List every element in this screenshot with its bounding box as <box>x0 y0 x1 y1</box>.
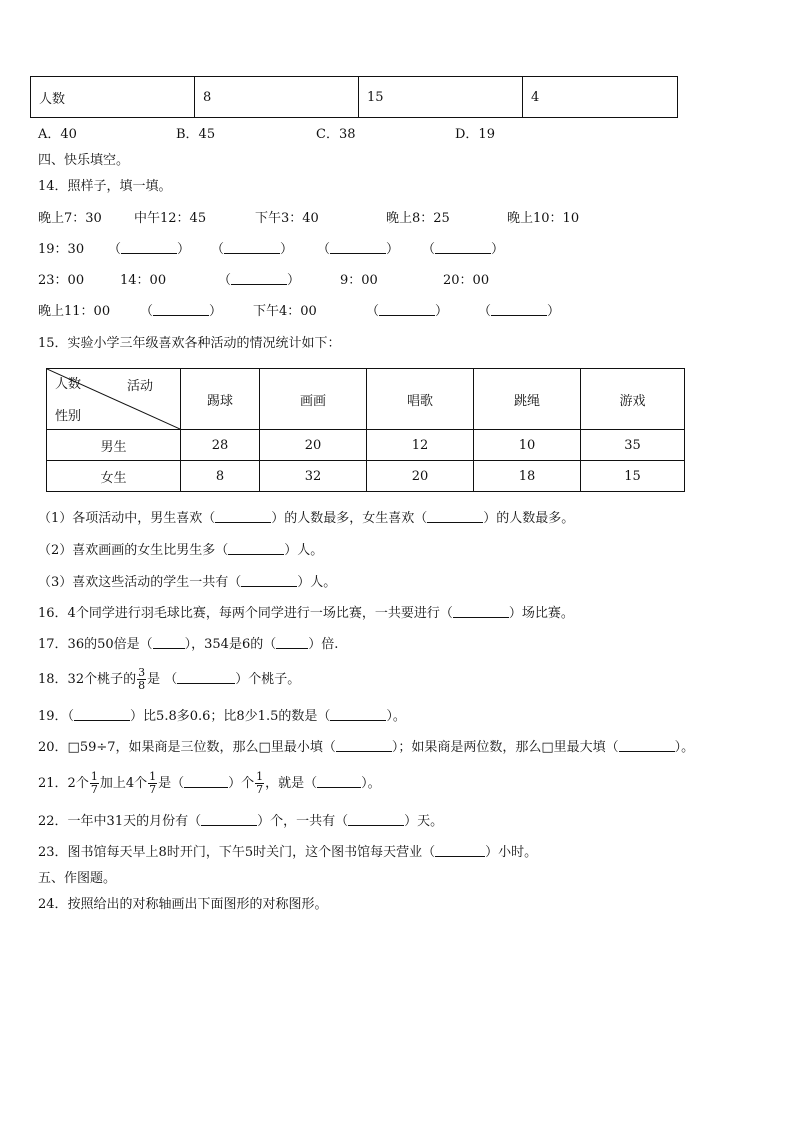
fraction: $\frac{1}{7}$ <box>256 770 264 796</box>
table-cell: 28 <box>181 430 260 461</box>
time-value: 下午4：00 <box>253 304 317 319</box>
row-label: 男生 <box>47 430 181 461</box>
answer-blank[interactable] <box>153 636 185 649</box>
time-example: 下午3：40 <box>255 211 319 226</box>
answer-blank[interactable] <box>348 813 404 826</box>
answer-blank[interactable] <box>619 739 675 752</box>
fraction: $\frac{1}{7}$ <box>149 770 157 796</box>
table-cell: 32 <box>260 461 367 492</box>
answer-blank[interactable] <box>177 671 235 684</box>
diagonal-header-cell <box>47 369 181 430</box>
time-example: 晚上8：25 <box>386 211 450 226</box>
section-title: 四、快乐填空。 <box>38 153 130 168</box>
answer-blank[interactable] <box>241 574 297 587</box>
time-value: 9：00 <box>340 273 378 288</box>
answer-blank[interactable]: （ ） <box>218 273 301 288</box>
sub-question: （3）喜欢这些活动的学生一共有（ ）人。 <box>38 575 337 590</box>
header-activity: 活动 <box>127 379 154 394</box>
question-24: 24．按照给出的对称轴画出下面图形的对称图形。 <box>38 897 328 912</box>
table-cell: 人数 <box>31 77 195 118</box>
table-cell: 18 <box>474 461 581 492</box>
table-cell: 10 <box>474 430 581 461</box>
answer-blank[interactable]: （ ） <box>366 304 449 319</box>
column-header: 唱歌 <box>367 369 474 430</box>
column-header: 踢球 <box>181 369 260 430</box>
section-title: 五、作图题。 <box>38 871 117 886</box>
fraction: $\frac{3}{8}$ <box>138 666 146 692</box>
answer-blank[interactable] <box>453 605 509 618</box>
answer-blank[interactable]: （ ） <box>317 242 400 257</box>
header-people: 人数 <box>55 377 82 392</box>
time-value: 19：30 <box>38 242 85 257</box>
table-row <box>47 430 685 461</box>
column-header: 画画 <box>260 369 367 430</box>
table-cell: 15 <box>359 77 523 118</box>
question-16: 16．4个同学进行羽毛球比赛，每两个同学进行一场比赛，一共要进行（ ）场比赛。 <box>38 606 574 621</box>
answer-blank[interactable] <box>317 775 361 788</box>
option-a: A．40 <box>38 127 77 142</box>
question-19: 19．（ ）比5.8多0.6；比8少1.5的数是（ ）。 <box>38 709 406 724</box>
table-cell: 4 <box>523 77 678 118</box>
option-c: C．38 <box>316 127 356 142</box>
question-23: 23．图书馆每天早上8时开门，下午5时关门，这个图书馆每天营业（ ）小时。 <box>38 845 538 860</box>
fraction: $\frac{1}{7}$ <box>90 770 98 796</box>
sub-question: （2）喜欢画画的女生比男生多（ ）人。 <box>38 543 324 558</box>
table-cell: 15 <box>581 461 685 492</box>
time-value: 14：00 <box>120 273 167 288</box>
table-cell: 20 <box>260 430 367 461</box>
answer-blank[interactable] <box>228 542 284 555</box>
column-header: 跳绳 <box>474 369 581 430</box>
answer-blank[interactable] <box>201 813 257 826</box>
time-example: 晚上7：30 <box>38 211 102 226</box>
answer-blank[interactable] <box>184 775 228 788</box>
option-b: B．45 <box>176 127 216 142</box>
sub-question: （1）各项活动中，男生喜欢（ ）的人数最多，女生喜欢（ ）的人数最多。 <box>38 511 575 526</box>
question-17: 17．36的50倍是（ ），354是6的（ ）倍. <box>38 637 339 652</box>
answer-blank[interactable]: （ ） <box>211 242 294 257</box>
question-22: 22．一年中31天的月份有（ ）个，一共有（ ）天。 <box>38 814 444 829</box>
table-cell: 12 <box>367 430 474 461</box>
header-gender: 性别 <box>55 409 82 424</box>
time-value: 晚上11：00 <box>38 304 111 319</box>
option-d: D．19 <box>455 127 495 142</box>
time-example: 晚上10：10 <box>507 211 580 226</box>
answer-blank[interactable] <box>276 636 308 649</box>
answer-blank[interactable] <box>336 739 392 752</box>
people-count-table <box>30 76 678 118</box>
column-header: 游戏 <box>581 369 685 430</box>
question-21: 21．2个 $\frac{1}{7}$ 加上4个 $\frac{1}{7}$ 是（ ）个 $\frac{1}{7}$ ，就是（ ）。 <box>38 770 381 796</box>
question-18: 18．32个桃子的 $\frac{3}{8}$ 是 （ ）个桃子。 <box>38 666 301 692</box>
answer-blank[interactable] <box>74 708 130 721</box>
table-cell: 8 <box>195 77 359 118</box>
time-example: 中午12：45 <box>134 211 207 226</box>
answer-blank[interactable]: （ ） <box>422 242 505 257</box>
table-row <box>47 461 685 492</box>
time-value: 20：00 <box>443 273 490 288</box>
answer-blank[interactable]: （ ） <box>140 304 223 319</box>
question-20: 20．□59÷7，如果商是三位数，那么□里最小填（ ）；如果商是两位数，那么□里最大填（ ）。 <box>38 740 695 755</box>
table-cell: 20 <box>367 461 474 492</box>
answer-blank[interactable] <box>427 510 483 523</box>
answer-blank[interactable]: （ ） <box>108 242 191 257</box>
answer-blank[interactable] <box>330 708 386 721</box>
activity-stat-table <box>46 368 685 492</box>
answer-blank[interactable] <box>435 844 485 857</box>
answer-blank[interactable]: （ ） <box>478 304 561 319</box>
answer-blank[interactable] <box>215 510 271 523</box>
table-cell: 35 <box>581 430 685 461</box>
table-cell: 8 <box>181 461 260 492</box>
time-value: 23：00 <box>38 273 85 288</box>
row-label: 女生 <box>47 461 181 492</box>
question-title: 14．照样子，填一填。 <box>38 179 172 194</box>
question-title: 15．实验小学三年级喜欢各种活动的情况统计如下： <box>38 336 341 351</box>
